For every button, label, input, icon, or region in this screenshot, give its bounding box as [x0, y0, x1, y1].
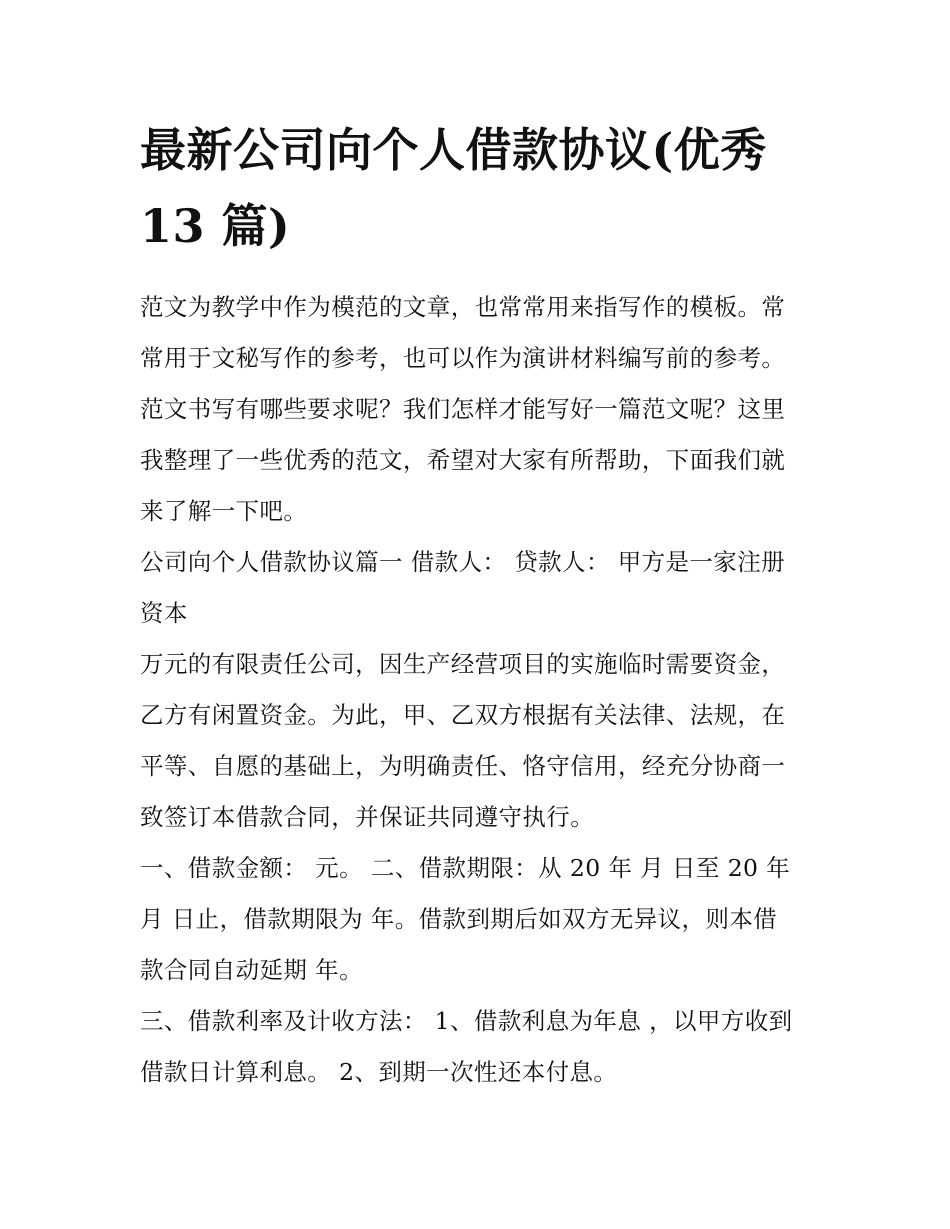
title-line: 13 篇) — [140, 199, 291, 253]
text-line: 范文为教学中作为模范的文章，也常常用来指写作的模板。常 — [140, 293, 786, 321]
text-line: 公司向个人借款协议篇一 借款人： 贷款人： 甲方是一家注册 — [140, 548, 786, 576]
text-line: 一、借款金额： 元。 二、借款期限：从 20 年 月 日至 20 年 — [140, 854, 791, 882]
text-line: 来了解一下吧。 — [140, 497, 308, 525]
text-line: 平等、自愿的基础上，为明确责任、恪守信用，经充分协商一 — [140, 752, 786, 780]
section-heading-paragraph — [140, 537, 820, 639]
document-title — [140, 112, 820, 264]
text-line: 三、借款利率及计收方法： 1、借款利息为年息 ，以甲方收到 — [140, 1007, 793, 1035]
text-line: 借款日计算利息。 2、到期一次性还本付息。 — [140, 1058, 618, 1086]
intro-paragraph — [140, 282, 820, 537]
text-line: 月 日止，借款期限为 年。借款到期后如双方无异议，则本借 — [140, 905, 778, 933]
document-page — [140, 112, 820, 1098]
text-line: 我整理了一些优秀的范文，希望对大家有所帮助，下面我们就 — [140, 446, 786, 474]
background-paragraph — [140, 639, 820, 843]
loan-amount-term-paragraph — [140, 843, 820, 996]
text-line: 常用于文秘写作的参考，也可以作为演讲材料编写前的参考。 — [140, 344, 786, 372]
title-line: 最新公司向个人借款协议(优秀 — [140, 123, 767, 177]
text-line: 乙方有闲置资金。为此，甲、乙双方根据有关法律、法规，在 — [140, 701, 786, 729]
text-line: 范文书写有哪些要求呢？我们怎样才能写好一篇范文呢？这里 — [140, 395, 786, 423]
text-line: 万元的有限责任公司，因生产经营项目的实施临时需要资金， — [140, 650, 786, 678]
text-line: 款合同自动延期 年。 — [140, 956, 363, 984]
text-line: 致签订本借款合同，并保证共同遵守执行。 — [140, 803, 595, 831]
interest-paragraph — [140, 996, 820, 1098]
text-line: 资本 — [140, 599, 188, 627]
